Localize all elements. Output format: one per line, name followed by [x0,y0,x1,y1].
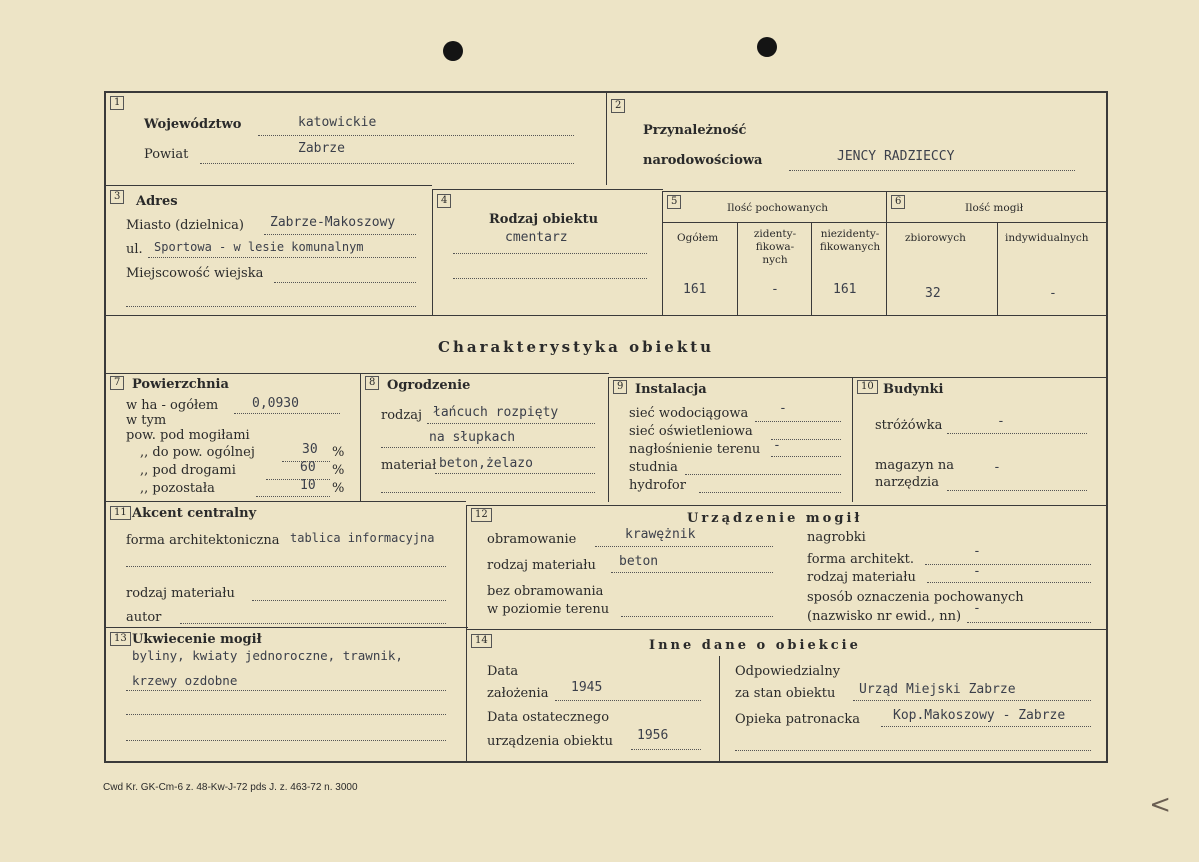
urzadzenie-material-value: beton [619,554,659,569]
section-2-number: 2 [611,99,625,113]
obramowanie-value: krawężnik [625,527,696,542]
ulica-line [148,257,416,258]
section-14-number: 14 [471,634,492,648]
pozostala-label: ,, pozostała [140,481,215,496]
section-13-number: 13 [110,632,131,646]
section-5-number: 5 [667,195,681,209]
section-5-col-rule-1 [737,222,738,316]
ogolem-value: 161 [683,282,707,297]
section-12-number: 12 [471,508,492,522]
indywidualnych-value: - [1049,286,1057,301]
zalozenia-value: 1945 [571,680,603,695]
pod-drogami-value: 60 [300,460,316,475]
miejscowosc-line-2 [126,306,416,307]
zidentyfikowanych-header: zidenty- fikowa- nych [753,228,797,266]
ogrodzenie-material-label: materiał [381,458,437,473]
akcent-centralny-title: Akcent centralny [132,506,257,521]
nagrobki-material-value: - [973,564,981,579]
wodociagowa-value: - [779,401,787,416]
akcent-material-label: rodzaj materiału [126,586,235,601]
strozowka-line [947,433,1087,434]
section-3 [106,185,432,316]
hydrofor-label: hydrofor [629,478,686,493]
wojewodztwo-label: Województwo [144,117,242,132]
oswietleniowa-line [771,439,841,440]
forma-architekt-line [925,564,1091,565]
zalozenia-line [555,700,701,701]
ukwiecenie-value-1: byliny, kwiaty jednoroczne, trawnik, [132,648,403,663]
pow-ogolnej-value: 30 [302,442,318,457]
urzadzenie-material-label: rodzaj materiału [487,558,596,573]
forma-architekt-label: forma architekt. [807,552,914,567]
rodzaj-obiektu-value: cmentarz [505,230,568,245]
rodzaj-obiektu-line [453,253,647,254]
ulica-label: ul. [126,242,143,257]
adres-title: Adres [136,194,178,209]
section-14 [466,629,1107,762]
miasto-line [264,234,416,235]
forma-architektoniczna-line-2 [126,566,446,567]
naglosnienie-label: nagłośnienie terenu [629,442,761,457]
section-6-col-rule [997,222,998,316]
magazyn-line [947,490,1087,491]
narodowosc-value: JENCY RADZIECCY [837,149,955,164]
budynki-title: Budynki [883,382,944,397]
form-frame [104,91,1108,763]
ogrodzenie-rodzaj-value: łańcuch rozpięty [433,405,559,420]
ogrodzenie-rodzaj-line [427,423,595,424]
section-5-header-rule [663,222,887,223]
nagrobki-material-line [927,582,1091,583]
section-5 [662,191,887,316]
urzadzenia-obiektu-line [631,749,701,750]
magazyn-label: magazyn na [875,458,954,473]
pod-drogami-line [266,479,330,480]
w-poziomie-label: w poziomie terenu [487,602,610,617]
section-6 [886,191,1107,316]
zbiorowych-value: 32 [925,286,941,301]
niezidentyfikowanych-value: 161 [833,282,857,297]
ogrodzenie-material-value: beton,żelazo [439,456,533,471]
pow-ogolnej-label: ,, do pow. ogólnej [140,445,255,460]
ogolem-ha-label: w ha - ogółem [126,398,219,413]
narodowosc-line [789,170,1075,171]
data-ostatecznego-label: Data ostatecznego [487,710,610,725]
nazwisko-nr-value: - [973,601,981,616]
ulica-value: Sportowa - w lesie komunalnym [154,240,364,254]
odpowiedzialny-label: Odpowiedzialny [735,664,841,679]
hydrofor-line [699,492,841,493]
miejscowosc-label: Miejscowość wiejska [126,266,264,281]
inne-dane-title: Inne dane o obiekcie [649,638,861,653]
powierzchnia-title: Powierzchnia [132,377,229,392]
wodociagowa-line [755,421,841,422]
section-8-number: 8 [365,376,379,390]
section-7 [106,373,360,502]
section-10 [852,377,1107,502]
pozostala-line [256,496,330,497]
section-8 [360,373,609,502]
section-12 [466,505,1107,630]
section-5-col-rule-2 [811,222,812,316]
ogrodzenie-material-line [435,473,595,474]
miasto-label: Miasto (dzielnica) [126,218,244,233]
bez-obramowania-line [621,616,773,617]
print-footer: Cwd Kr. GK-Cm-6 z. 48-Kw-J-72 pds J. z. 463-72 n. 3000 [103,782,358,793]
ilosc-mogil-title: Ilość mogił [965,202,1024,214]
nagrobki-material-label: rodzaj materiału [807,570,916,585]
section-2 [606,93,1107,185]
ilosc-pochowanych-title: Ilość pochowanych [727,202,829,214]
data-label: Data [487,664,519,679]
strozowka-value: - [997,414,1005,429]
forma-architektoniczna-value: tablica informacyjna [290,531,435,545]
section-13 [106,627,468,762]
opieka-value: Kop.Makoszowy - Zabrze [893,708,1066,723]
urzadzenie-mogil-title: Urządzenie mogił [687,511,863,526]
miejscowosc-line [274,282,416,283]
section-1 [106,93,606,185]
section-9 [608,377,853,502]
pozostala-value: 10 [300,478,316,493]
zalozenia-label: założenia [487,686,549,701]
ukwiecenie-title: Ukwiecenie mogił [132,632,262,647]
section-14-divider [719,656,720,762]
powiat-label: Powiat [144,147,189,162]
wodociagowa-label: sieć wodociągowa [629,406,749,421]
studnia-label: studnia [629,460,678,475]
ogrodzenie-rodzaj-value-2: na słupkach [429,430,516,445]
bez-obramowania-label: bez obramowania [487,584,604,599]
magazyn-value: - [993,460,1001,475]
rodzaj-obiektu-line-2 [453,278,647,279]
ogrodzenie-rodzaj-line-2 [381,447,595,448]
za-stan-label: za stan obiektu [735,686,836,701]
opieka-label: Opieka patronacka [735,712,860,727]
charakterystyka-title: Charakterystyka obiektu [438,338,715,356]
section-3-number: 3 [110,190,124,204]
urzadzenia-obiektu-label: urządzenia obiektu [487,734,613,749]
pod-mogilami-label: pow. pod mogiłami [126,428,250,443]
section-11-number: 11 [110,506,131,520]
ukwiecenie-value-2: krzewy ozdobne [132,673,238,688]
ukwiecenie-line-1 [126,690,446,691]
miasto-value: Zabrze-Makoszowy [270,215,396,230]
rodzaj-obiektu-title: Rodzaj obiektu [489,212,599,227]
ukwiecenie-line-3 [126,740,446,741]
section-4-number: 4 [437,194,451,208]
nazwisko-nr-line [967,622,1091,623]
charakterystyka-band [106,315,1106,374]
ogolem-header: Ogółem [677,232,719,244]
nagrobki-label: nagrobki [807,530,866,545]
studnia-line [685,474,841,475]
narodowosciowa-label: narodowościowa [643,153,763,168]
zbiorowych-header: zbiorowych [905,232,966,244]
punch-hole-right [757,37,777,57]
zidentyfikowanych-value: - [771,282,779,297]
akcent-material-line [252,600,446,601]
ogrodzenie-rodzaj-label: rodzaj [381,408,422,423]
obramowanie-label: obramowanie [487,532,577,547]
forma-architekt-value: - [973,544,981,559]
section-1-number: 1 [110,96,124,110]
pod-drogami-pct: % [332,463,345,478]
sposob-oznaczenia-label: sposób oznaczenia pochowanych [807,590,1024,605]
opieka-line-2 [735,750,1091,751]
pozostala-pct: % [332,481,345,496]
narzedzia-label: narzędzia [875,475,939,490]
urzadzenia-obiektu-value: 1956 [637,728,669,743]
indywidualnych-header: indywidualnych [1005,232,1089,244]
niezidentyfikowanych-header: niezidenty- fikowanych [819,228,881,253]
ogrodzenie-title: Ogrodzenie [387,378,471,393]
wojewodztwo-value: katowickie [298,115,377,130]
section-6-number: 6 [891,195,905,209]
autor-line [180,623,446,624]
nazwisko-nr-label: (nazwisko nr ewid., nn) [807,609,962,624]
oswietleniowa-label: sieć oświetleniowa [629,424,753,439]
forma-architektoniczna-label: forma architektoniczna [126,533,280,548]
powiat-value: Zabrze [298,141,345,156]
strozowka-label: stróżówka [875,418,943,433]
urzadzenie-material-line [611,572,773,573]
section-11 [106,501,466,628]
ogolem-ha-value: 0,0930 [252,396,299,411]
pod-drogami-label: ,, pod drogami [140,463,236,478]
section-7-number: 7 [110,376,124,390]
ukwiecenie-line-2 [126,714,446,715]
przynaleznosc-label: Przynależność [643,123,747,138]
naglosnienie-value: - [773,438,781,453]
section-4 [432,189,663,316]
punch-hole-left [443,41,463,61]
section-9-number: 9 [613,380,627,394]
wojewodztwo-line [258,135,574,136]
pow-ogolnej-pct: % [332,445,345,460]
obramowanie-line [595,546,773,547]
w-tym-label: w tym [126,413,167,428]
opieka-line [881,726,1091,727]
section-10-number: 10 [857,380,878,394]
ogolem-ha-line [234,413,340,414]
ogrodzenie-material-line-2 [381,492,595,493]
pencil-mark: < [1149,790,1171,820]
instalacja-title: Instalacja [635,382,707,397]
odpowiedzialny-value: Urząd Miejski Zabrze [859,682,1016,697]
autor-label: autor [126,610,162,625]
naglosnienie-line [771,456,841,457]
odpowiedzialny-line [853,700,1091,701]
powiat-line [200,163,574,164]
